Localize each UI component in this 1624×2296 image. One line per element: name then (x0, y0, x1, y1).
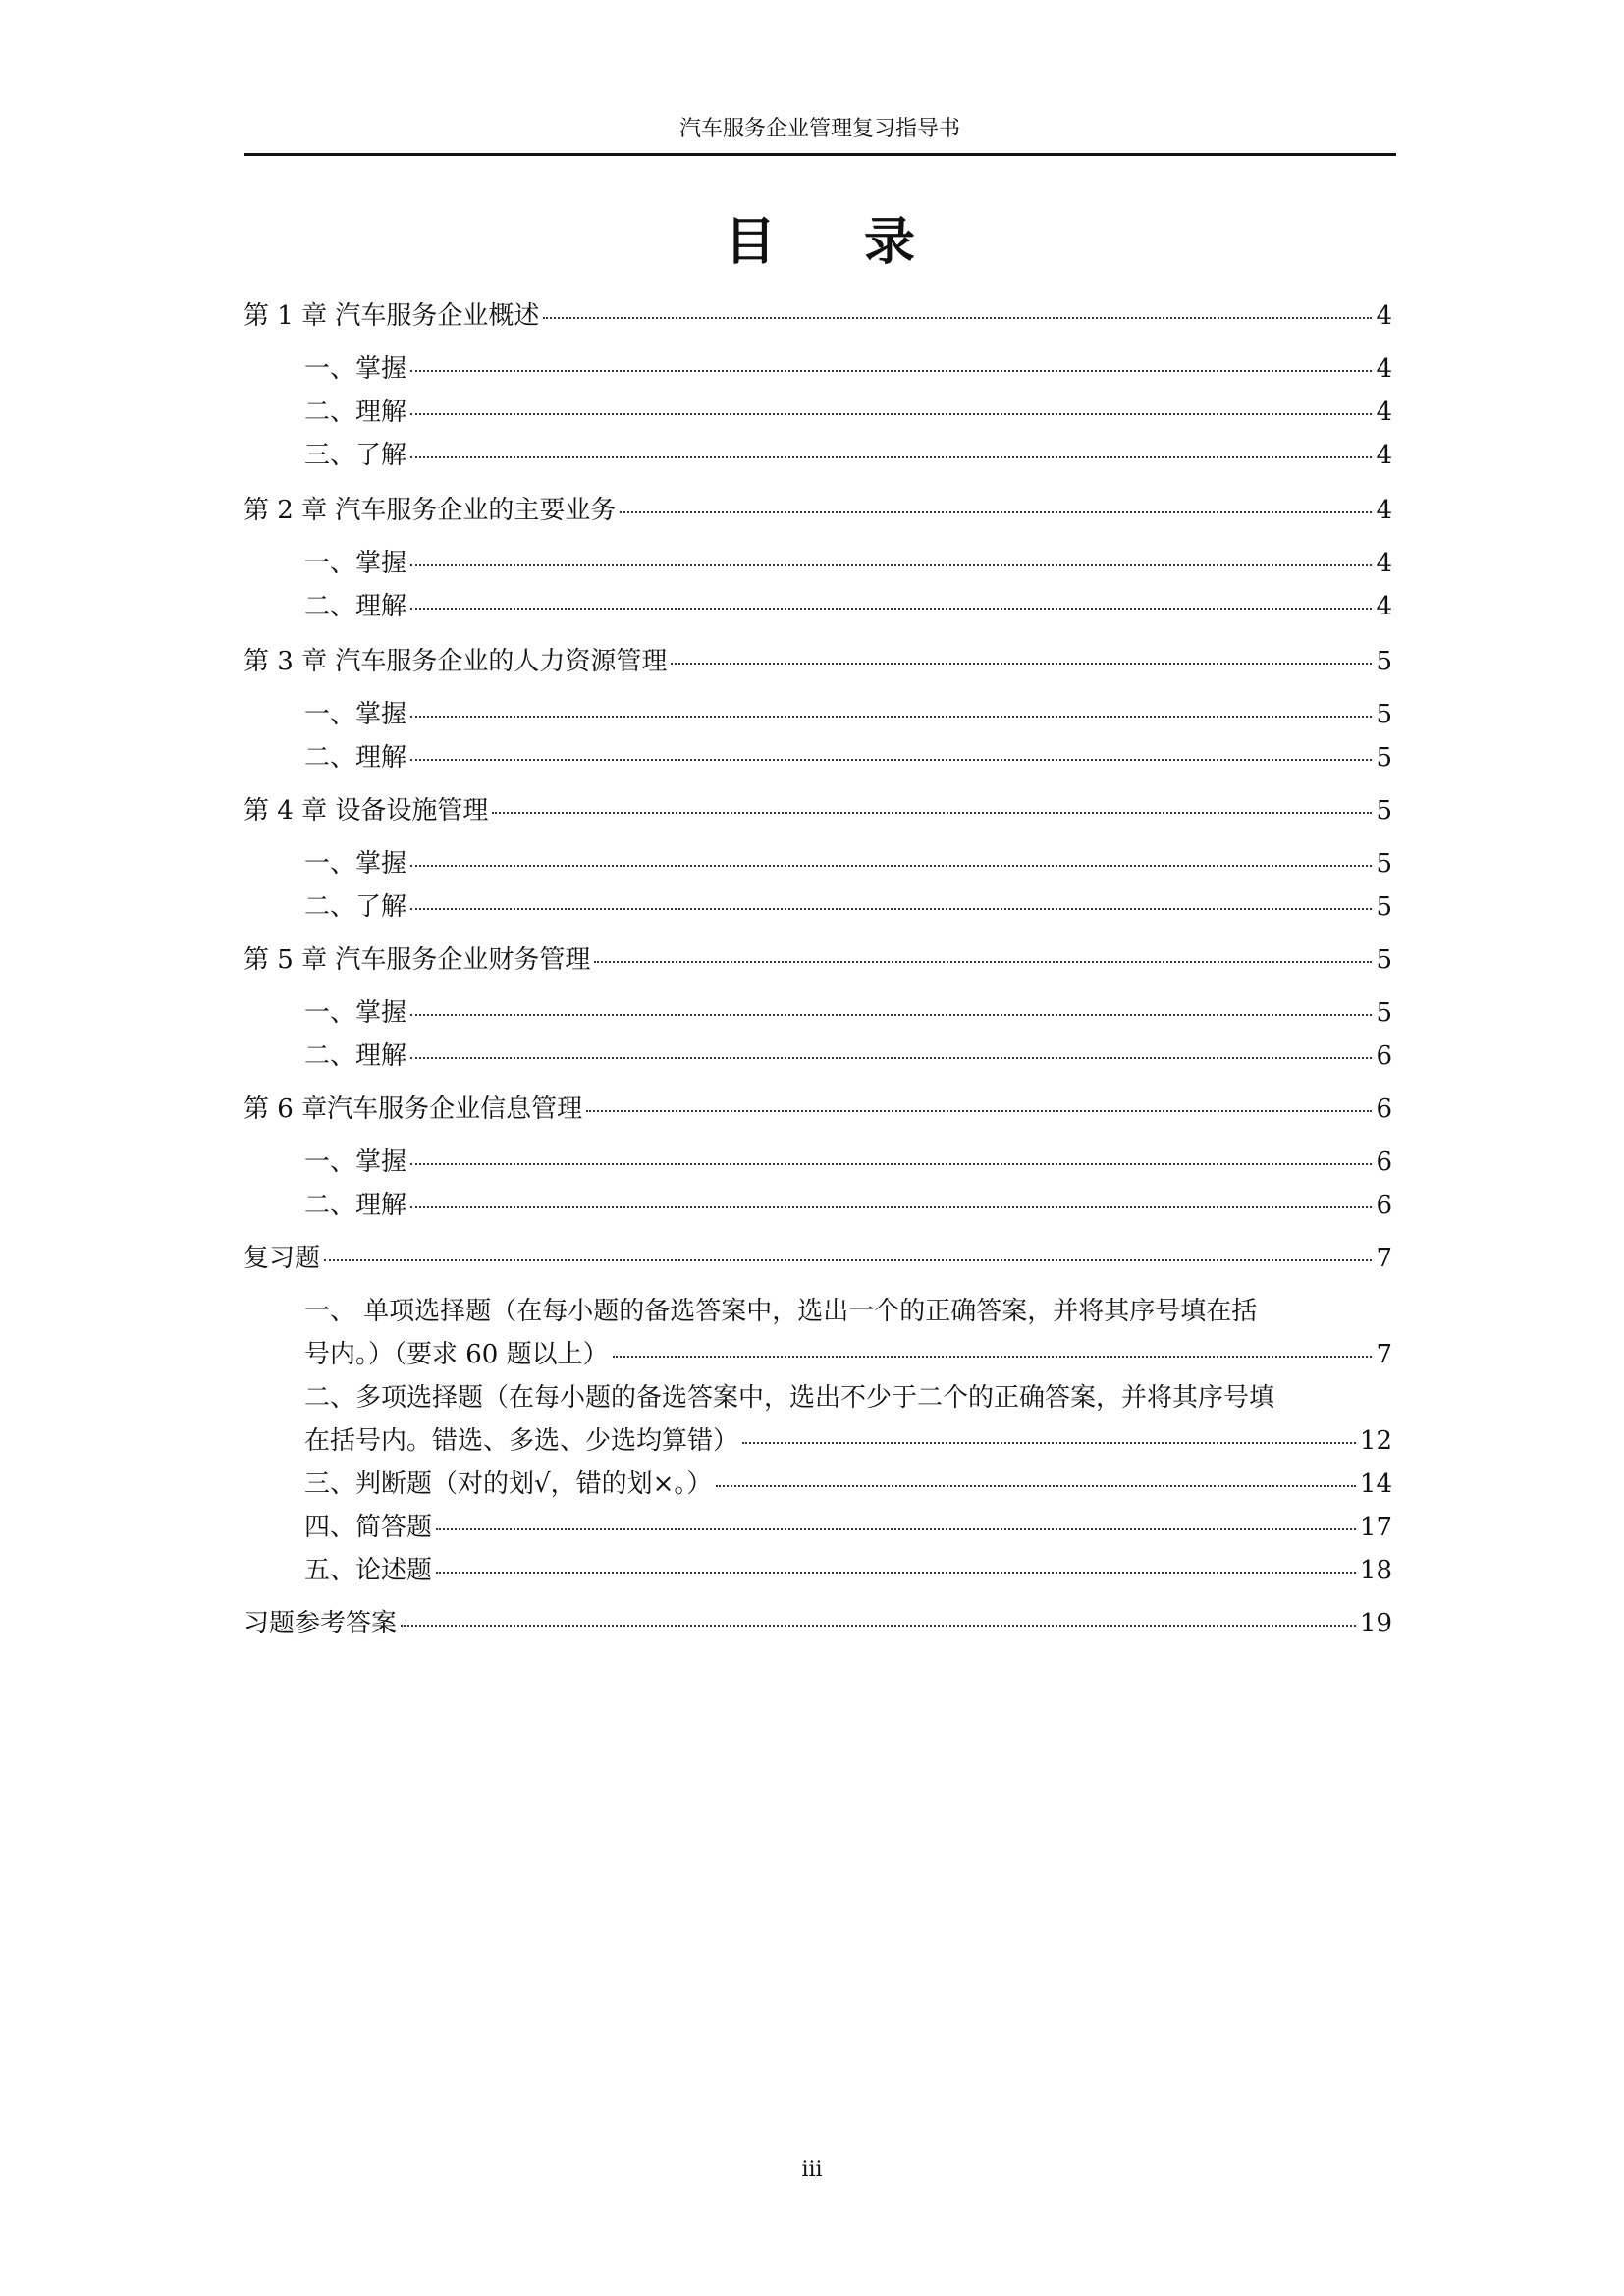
toc-page-number: 4 (1376, 496, 1392, 525)
toc-entry-text: 在括号内。错选、多选、少选均算错） (304, 1426, 739, 1456)
toc-entry-subsection[interactable] (304, 349, 1392, 389)
toc-entry-text: 一、掌握 (304, 700, 407, 729)
toc-entry-subsection[interactable] (304, 738, 1392, 777)
dot-leader (410, 865, 1372, 867)
toc-entry-subsection[interactable] (304, 695, 1392, 734)
dot-leader (401, 1625, 1356, 1627)
toc-page-number: 7 (1376, 1244, 1392, 1273)
toc-page-number: 19 (1359, 1609, 1392, 1638)
dot-leader (410, 608, 1372, 610)
toc-entry-text: 一、掌握 (304, 354, 407, 384)
toc-entry-text: 二、了解 (304, 892, 407, 922)
dot-leader (436, 1528, 1356, 1530)
toc-entry-chapter-6[interactable] (244, 1090, 1392, 1129)
toc-page-number: 6 (1376, 1191, 1392, 1220)
toc-entry-short-answer[interactable] (304, 1508, 1392, 1547)
toc-entry-text: 二、理解 (304, 1191, 407, 1220)
toc-entry-subsection[interactable] (304, 1037, 1392, 1076)
toc-entry-subsection[interactable] (304, 587, 1392, 626)
toc-page-number: 4 (1376, 592, 1392, 621)
dot-leader (410, 1163, 1372, 1165)
toc-page-number: 5 (1376, 892, 1392, 922)
toc-entry-text: 一、掌握 (304, 849, 407, 879)
dot-leader (716, 1485, 1356, 1487)
toc-page-number: 18 (1359, 1556, 1392, 1585)
dot-leader (410, 370, 1372, 372)
dot-leader (436, 1572, 1356, 1574)
toc-page-number: 6 (1376, 1095, 1392, 1124)
toc-entry-text: 一、掌握 (304, 998, 407, 1028)
toc-entry-subsection[interactable] (304, 887, 1392, 927)
toc-entry-text: 二、理解 (304, 1041, 407, 1071)
dot-leader (492, 812, 1372, 814)
toc-entry-text: 一、掌握 (304, 1148, 407, 1177)
toc-page-number: 5 (1376, 945, 1392, 975)
dot-leader (671, 663, 1372, 665)
toc-page-number: 4 (1376, 398, 1392, 427)
dot-leader (594, 961, 1372, 963)
toc-entry-text: 二、理解 (304, 592, 407, 621)
dot-leader (410, 716, 1372, 718)
toc-entry-subsection[interactable] (304, 544, 1392, 583)
toc-page-number: 5 (1376, 796, 1392, 826)
dot-leader (410, 759, 1372, 761)
dot-leader (620, 511, 1372, 513)
toc-entry-text: 四、简答题 (304, 1513, 433, 1542)
toc-entry-subsection[interactable] (304, 1143, 1392, 1182)
toc-page-number: 4 (1376, 301, 1392, 331)
toc-entry-chapter-4[interactable] (244, 791, 1392, 830)
dot-leader (410, 908, 1372, 910)
dot-leader (543, 317, 1372, 319)
toc-entry-chapter-3[interactable] (244, 642, 1392, 681)
toc-entry-chapter-1[interactable] (244, 296, 1392, 336)
toc-entry-chapter-5[interactable] (244, 940, 1392, 980)
toc-entry-text: 第 3 章 汽车服务企业的人力资源管理 (244, 647, 668, 676)
toc-page-number: 5 (1376, 647, 1392, 676)
toc-entry-true-false[interactable] (304, 1465, 1392, 1504)
dot-leader (410, 456, 1372, 458)
dot-leader (742, 1442, 1356, 1444)
toc-entry-text: 第 1 章 汽车服务企业概述 (244, 301, 540, 331)
toc-page-number: 5 (1376, 700, 1392, 729)
toc-entry-subsection[interactable] (304, 993, 1392, 1033)
toc-entry-single-choice-line1[interactable]: 一、 单项选择题（在每小题的备选答案中，选出一个的正确答案，并将其序号填在括 (304, 1297, 1258, 1326)
page-header (244, 114, 1396, 156)
toc-entry-essay[interactable] (304, 1551, 1392, 1590)
toc-entry-text: 二、理解 (304, 398, 407, 427)
toc-entry-subsection[interactable] (304, 393, 1392, 432)
toc-entry-review-questions[interactable] (244, 1239, 1392, 1278)
toc-page-number: 4 (1376, 549, 1392, 578)
dot-leader (410, 413, 1372, 415)
toc-page-number: 14 (1359, 1469, 1392, 1499)
toc-page-number: 4 (1376, 354, 1392, 384)
dot-leader (324, 1259, 1372, 1261)
toc-page-number: 4 (1376, 441, 1392, 470)
toc-entry-subsection[interactable] (304, 436, 1392, 475)
toc-page-number: 6 (1376, 1148, 1392, 1177)
toc-entry-text: 五、论述题 (304, 1556, 433, 1585)
toc-entry-answers[interactable] (244, 1604, 1392, 1643)
dot-leader (410, 1206, 1372, 1208)
toc-entry-text: 一、掌握 (304, 549, 407, 578)
toc-entry-text: 三、了解 (304, 441, 407, 470)
dot-leader (410, 564, 1372, 566)
toc-entry-text: 第 6 章汽车服务企业信息管理 (244, 1095, 583, 1124)
toc-entry-multi-choice[interactable] (304, 1421, 1392, 1461)
dot-leader (410, 1014, 1372, 1016)
toc-entry-text: 二、理解 (304, 743, 407, 773)
toc-page-number: 5 (1376, 743, 1392, 773)
toc-entry-text: 三、判断题（对的划√，错的划×。） (304, 1469, 713, 1499)
toc-entry-multi-choice-line1[interactable]: 二、多项选择题（在每小题的备选答案中，选出不少于二个的正确答案，并将其序号填 (304, 1383, 1275, 1413)
page-number: iii (801, 2158, 823, 2182)
toc-entry-text: 复习题 (244, 1244, 321, 1273)
toc-entry-text: 习题参考答案 (244, 1609, 398, 1638)
toc-entry-text: 第 2 章 汽车服务企业的主要业务 (244, 496, 617, 525)
toc-entry-subsection[interactable] (304, 844, 1392, 883)
dot-leader (410, 1057, 1372, 1059)
toc-title: 目录 (724, 213, 1003, 272)
toc-page-number: 12 (1359, 1426, 1392, 1456)
toc-page-number: 7 (1376, 1340, 1392, 1369)
toc-entry-text: 第 5 章 汽车服务企业财务管理 (244, 945, 591, 975)
toc-page-number: 5 (1376, 849, 1392, 879)
toc-entry-chapter-2[interactable] (244, 491, 1392, 530)
toc-entry-single-choice[interactable] (304, 1335, 1392, 1374)
dot-leader (613, 1356, 1373, 1358)
dot-leader (586, 1110, 1372, 1112)
toc-page-number: 6 (1376, 1041, 1392, 1071)
header-title: 汽车服务企业管理复习指导书 (678, 117, 960, 141)
toc-page-number: 5 (1376, 998, 1392, 1028)
toc-page-number: 17 (1359, 1513, 1392, 1542)
toc-entry-text: 号内。）（要求 60 题以上） (304, 1340, 609, 1369)
toc-entry-text: 第 4 章 设备设施管理 (244, 796, 489, 826)
toc-entry-subsection[interactable] (304, 1186, 1392, 1225)
